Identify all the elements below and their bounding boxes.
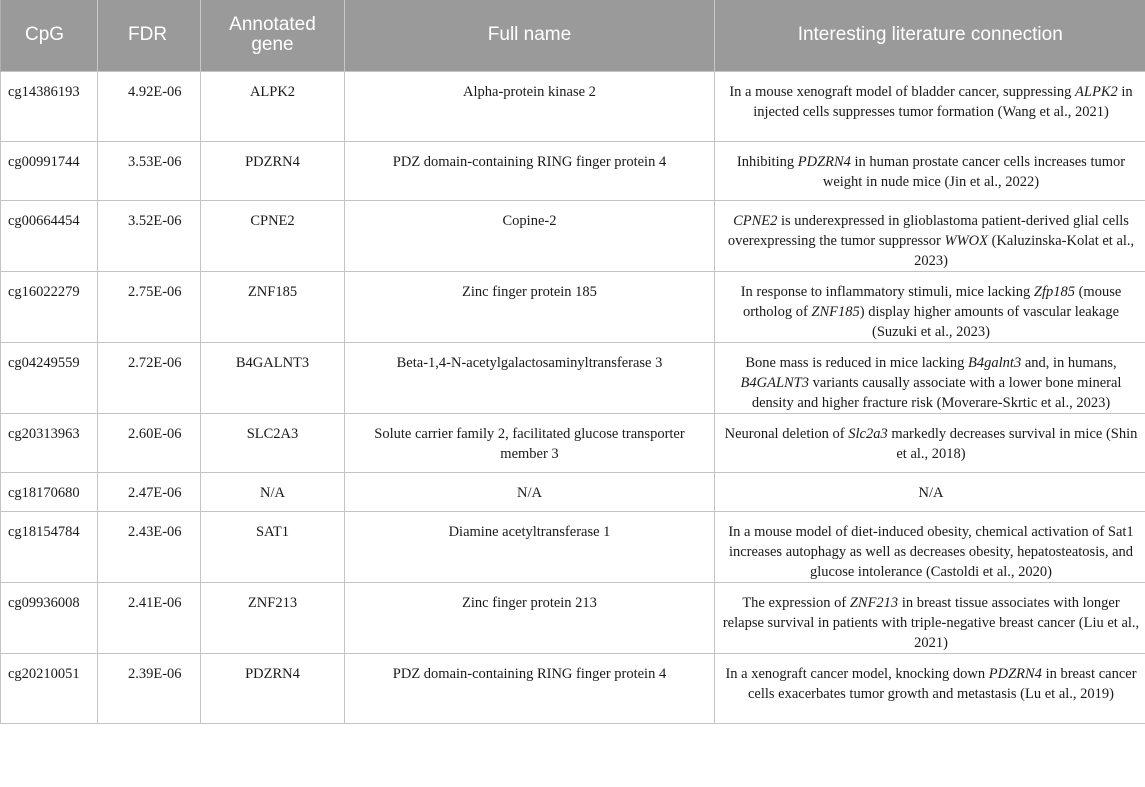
cell-full-name: N/A xyxy=(345,472,715,511)
literature-text: Bone mass is reduced in mice lacking xyxy=(745,354,969,371)
literature-text: (mouse ortholog of xyxy=(742,283,1122,320)
header-literature: Interesting literature connection xyxy=(715,0,1145,71)
literature-text: Inhibiting xyxy=(736,153,798,170)
table-body xyxy=(1,71,1145,723)
cell-literature xyxy=(715,472,1145,511)
cell-literature xyxy=(715,200,1145,271)
table-row xyxy=(1,582,1145,653)
header-full-name: Full name xyxy=(345,0,715,71)
literature-gene-italic: ZNF213 xyxy=(849,594,899,611)
cell-full-name: PDZ domain-containing RING finger protein 4 xyxy=(345,141,715,200)
table-row xyxy=(1,653,1145,723)
cell-annotated-gene: SLC2A3 xyxy=(201,413,345,472)
cell-fdr: 2.43E-06 xyxy=(98,511,201,582)
cell-literature xyxy=(715,511,1145,582)
header-annotated-gene-line1: Annotated xyxy=(229,14,316,36)
cell-annotated-gene: B4GALNT3 xyxy=(201,342,345,413)
table-row xyxy=(1,472,1145,511)
literature-text: Neuronal deletion of xyxy=(724,425,849,442)
literature-text: in injected cells suppresses tumor formation (Wang et al., 2021) xyxy=(753,83,1133,120)
cell-full-name: Beta-1,4-N-acetylgalactosaminyltransferase 3 xyxy=(345,342,715,413)
cell-literature xyxy=(715,342,1145,413)
cell-cpg: cg04249559 xyxy=(1,342,98,413)
literature-gene-italic: PDZRN4 xyxy=(988,665,1042,682)
literature-gene-italic: WWOX xyxy=(944,232,988,249)
cell-cpg: cg00664454 xyxy=(1,200,98,271)
literature-gene-italic: B4GALNT3 xyxy=(740,374,810,391)
literature-gene-italic: ZNF185 xyxy=(811,303,860,320)
table-row xyxy=(1,141,1145,200)
cell-annotated-gene: PDZRN4 xyxy=(201,653,345,723)
table-row xyxy=(1,271,1145,342)
header-cpg: CpG xyxy=(1,0,98,71)
literature-text: (Kaluzinska-Kolat et al., 2023) xyxy=(914,232,1135,269)
literature-text: in human prostate cancer cells increases tumor weight in nude mice (Jin et al., 2022) xyxy=(822,153,1126,190)
literature-text: In a xenograft cancer model, knocking down xyxy=(725,665,989,682)
cell-cpg: cg09936008 xyxy=(1,582,98,653)
literature-text: in breast tissue associates with longer relapse survival in patients with triple-negative breast cancer (Liu et al., 2021) xyxy=(722,594,1140,651)
literature-text: in breast cancer cells exacerbates tumor growth and metastasis (Lu et al., 2019) xyxy=(747,665,1137,702)
literature-text: ) display higher amounts of vascular leakage (Suzuki et al., 2023) xyxy=(859,303,1120,340)
cell-full-name: Copine-2 xyxy=(345,200,715,271)
cell-full-name: PDZ domain-containing RING finger protein 4 xyxy=(345,653,715,723)
cell-literature xyxy=(715,653,1145,723)
cell-full-name: Zinc finger protein 213 xyxy=(345,582,715,653)
cell-fdr: 2.47E-06 xyxy=(98,472,201,511)
cell-annotated-gene: N/A xyxy=(201,472,345,511)
cell-fdr: 2.72E-06 xyxy=(98,342,201,413)
header-annotated-gene xyxy=(201,0,345,71)
cell-literature xyxy=(715,413,1145,472)
table-header xyxy=(1,0,1145,71)
literature-text: and, in humans, xyxy=(1021,354,1117,371)
cell-fdr: 2.60E-06 xyxy=(98,413,201,472)
cell-cpg: cg00991744 xyxy=(1,141,98,200)
cell-annotated-gene: CPNE2 xyxy=(201,200,345,271)
literature-text: In a mouse model of diet-induced obesity, chemical activation of Sat1 increases autophagy as well as decreases obesity, hepatosteatosis, and glucose intolerance (Castoldi et al., 2020) xyxy=(728,523,1134,580)
cell-annotated-gene: PDZRN4 xyxy=(201,141,345,200)
cell-fdr: 4.92E-06 xyxy=(98,71,201,141)
literature-text: In response to inflammatory stimuli, mice lacking xyxy=(740,283,1034,300)
cell-full-name: Diamine acetyltransferase 1 xyxy=(345,511,715,582)
table-row xyxy=(1,511,1145,582)
cell-annotated-gene: SAT1 xyxy=(201,511,345,582)
cell-cpg: cg20210051 xyxy=(1,653,98,723)
cell-cpg: cg16022279 xyxy=(1,271,98,342)
cell-fdr: 3.53E-06 xyxy=(98,141,201,200)
cell-fdr: 2.75E-06 xyxy=(98,271,201,342)
literature-gene-italic: ALPK2 xyxy=(1075,83,1118,100)
cell-annotated-gene: ZNF185 xyxy=(201,271,345,342)
table-row xyxy=(1,200,1145,271)
literature-gene-italic: PDZRN4 xyxy=(797,153,851,170)
cell-cpg: cg18154784 xyxy=(1,511,98,582)
cell-literature xyxy=(715,71,1145,141)
literature-text: is underexpressed in glioblastoma patient-derived glial cells overexpressing the tumor suppressor xyxy=(727,212,1129,249)
header-fdr: FDR xyxy=(98,0,201,71)
cell-literature xyxy=(715,141,1145,200)
cell-cpg: cg18170680 xyxy=(1,472,98,511)
cell-fdr: 2.41E-06 xyxy=(98,582,201,653)
cell-full-name: Solute carrier family 2, facilitated glucose transporter member 3 xyxy=(345,413,715,472)
table-row xyxy=(1,71,1145,141)
literature-gene-italic: Zfp185 xyxy=(1033,283,1075,300)
literature-gene-italic: Slc2a3 xyxy=(848,425,888,442)
header-annotated-gene-line2: gene xyxy=(251,34,294,56)
cell-annotated-gene: ALPK2 xyxy=(201,71,345,141)
table-row xyxy=(1,342,1145,413)
cell-cpg: cg20313963 xyxy=(1,413,98,472)
cell-fdr: 3.52E-06 xyxy=(98,200,201,271)
cell-literature xyxy=(715,582,1145,653)
cell-full-name: Alpha-protein kinase 2 xyxy=(345,71,715,141)
literature-text: The expression of xyxy=(742,594,850,611)
literature-text: In a mouse xenograft model of bladder cancer, suppressing xyxy=(729,83,1076,100)
cell-literature xyxy=(715,271,1145,342)
cell-cpg: cg14386193 xyxy=(1,71,98,141)
literature-text: markedly decreases survival in mice (Shin et al., 2018) xyxy=(887,425,1138,462)
literature-gene-italic: CPNE2 xyxy=(733,212,778,229)
cell-annotated-gene: ZNF213 xyxy=(201,582,345,653)
literature-text: variants causally associate with a lower bone mineral density and higher fracture risk (Moverare-Skrtic et al., 2023) xyxy=(751,374,1122,411)
cell-full-name: Zinc finger protein 185 xyxy=(345,271,715,342)
literature-text: N/A xyxy=(918,484,944,501)
table-row xyxy=(1,413,1145,472)
header-row xyxy=(1,0,1145,71)
literature-gene-italic: B4galnt3 xyxy=(968,354,1022,371)
cell-fdr: 2.39E-06 xyxy=(98,653,201,723)
